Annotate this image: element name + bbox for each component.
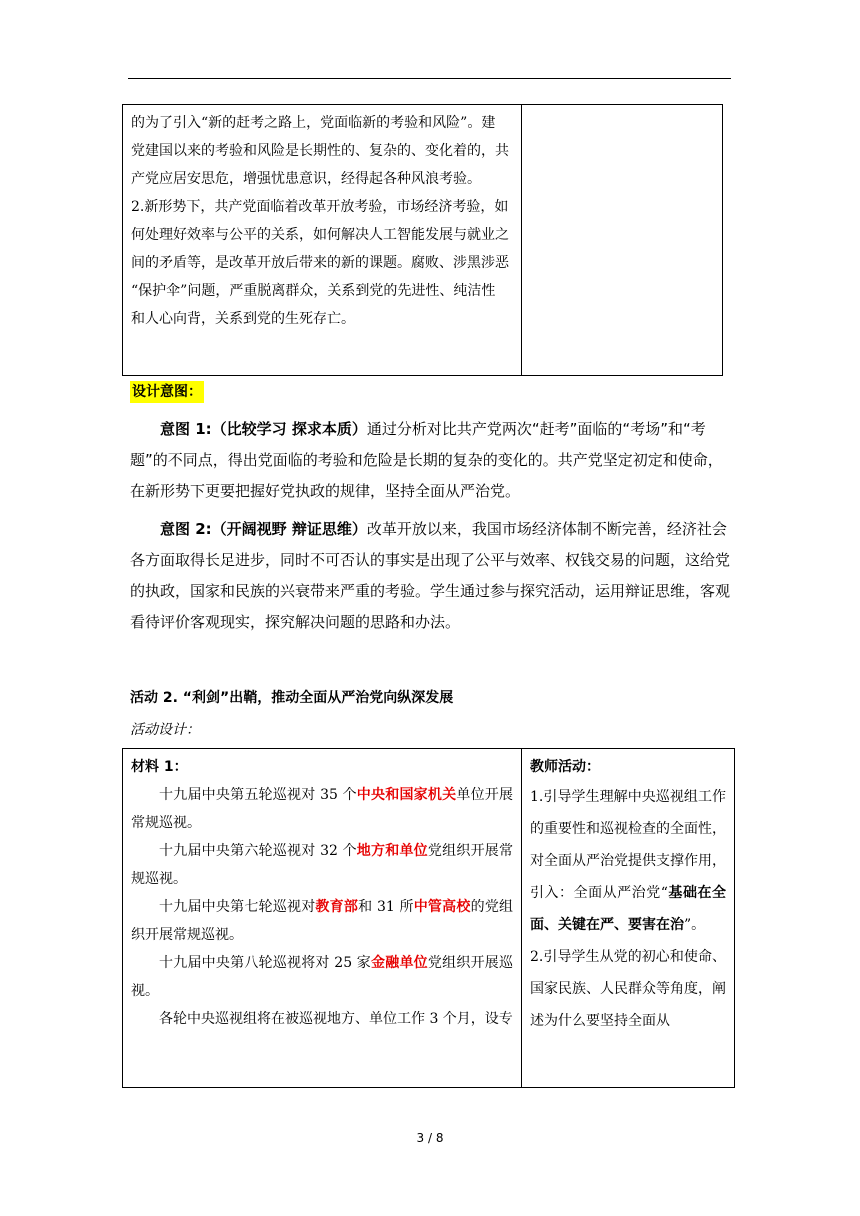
top-line-7: “保护伞”问题，严重脱离群众，关系到党的先进性、纯洁性 [131, 283, 496, 299]
activity-design-label: 活动设计： [130, 722, 200, 738]
teacher-title: 教师活动： [530, 759, 600, 775]
top-line-2: 党建国以来的考验和风险是长期性的、复杂的、变化着的，共 [131, 143, 509, 159]
material-p3-highlight: 教育部 [315, 899, 359, 915]
header-rule [128, 78, 731, 79]
material-p3-a: 十九届中央第七轮巡视对 [159, 899, 316, 915]
material-para-5: 各轮中央巡视组将在被巡视地方、单位工作 3 个月，设专 [159, 1011, 513, 1027]
material-p3-highlight-2: 中管高校 [413, 899, 471, 915]
material-p3-m: 和 31 所 [358, 899, 414, 915]
material-p2-b: 党组织开展常规巡视。 [131, 843, 514, 887]
material-title: 材料 1： [131, 759, 188, 775]
top-table-left-cell [123, 105, 522, 376]
material-p4-a: 十九届中央第八轮巡视将对 25 家 [159, 955, 372, 971]
material-p4-b: 党组织开展巡视。 [131, 955, 514, 999]
material-p2-a: 十九届中央第六轮巡视对 32 个 [159, 843, 357, 859]
teacher-para-2: 2.引导学生从党的初心和使命、国家民族、人民群众等角度，阐述为什么要坚持全面从 [530, 949, 726, 1029]
activity-title: 活动 2. “利剑”出鞘，推动全面从严治党向纵深发展 [130, 690, 454, 706]
material-p1-highlight: 中央和国家机关 [356, 787, 457, 803]
top-table [122, 104, 723, 376]
teacher-p1-a: 1.引导学生理解中央巡视组工作的重要性和巡视检查的全面性，对全面从严治党提供支撑作用，引入：全面从严治党“ [530, 789, 726, 901]
intent-2-body: 改革开放以来，我国市场经济体制不断完善，经济社会各方面取得长足进步，同时不可否认的事实是出现了公平与效率、权钱交易的问题，这给党的执政，国家和民族的兴衰带来严重的考验。学生通过参与探究活动，运用辩证思维，客观看待评价客观现实，探究解决问题的思路和办法。 [130, 520, 731, 631]
material-p2-highlight: 地方和单位 [356, 843, 428, 859]
material-p4-highlight: 金融单位 [371, 955, 428, 971]
material-para-2 [131, 837, 513, 893]
top-line-8: 和人心向背，关系到党的生死存亡。 [131, 311, 355, 327]
intent-2 [130, 514, 730, 638]
activity-table [122, 748, 735, 1088]
teacher-para-1 [530, 781, 726, 941]
intent-1-head: 意图 1:（比较学习 探求本质） [160, 420, 367, 438]
teacher-p1-b: ”。 [684, 917, 706, 933]
top-table-right-cell [522, 105, 723, 376]
material-cell [123, 749, 522, 1088]
teacher-p1-bold: 基础在全面、关键在严、要害在治 [530, 885, 726, 933]
material-para-3 [131, 893, 513, 949]
page-number: 3 / 8 [416, 1131, 444, 1145]
intent-1-body: 通过分析对比共产党两次“赶考”面临的“考场”和“考题”的不同点，得出党面临的考验和危险是长期的复杂的变化的。共产党坚定初定和使命，在新形势下更要把握好党执政的规律，坚持全面从严治党。 [130, 420, 723, 500]
intent-1 [130, 414, 730, 507]
material-para-1 [131, 781, 513, 837]
intent-2-head: 意图 2:（开阔视野 辩证思维） [160, 520, 367, 538]
teacher-cell [522, 749, 735, 1088]
top-line-1: 的为了引入“新的赶考之路上，党面临新的考验和风险”。建 [131, 115, 496, 131]
design-intent-label: 设计意图： [130, 381, 204, 403]
material-p1-a: 十九届中央第五轮巡视对 35 个 [159, 787, 357, 803]
top-line-6: 间的矛盾等，是改革开放后带来的新的课题。腐败、涉黑涉恶 [131, 255, 509, 271]
material-para-4 [131, 949, 513, 1005]
material-p1-b: 单位开展常规巡视。 [131, 787, 514, 831]
material-p3-b: 的党组织开展常规巡视。 [131, 899, 514, 943]
top-line-4: 2.新形势下，共产党面临着改革开放考验，市场经济考验，如 [131, 199, 509, 215]
top-line-3: 产党应居安思危，增强忧患意识，经得起各种风浪考验。 [131, 171, 481, 187]
top-line-5: 何处理好效率与公平的关系，如何解决人工智能发展与就业之 [131, 227, 509, 243]
